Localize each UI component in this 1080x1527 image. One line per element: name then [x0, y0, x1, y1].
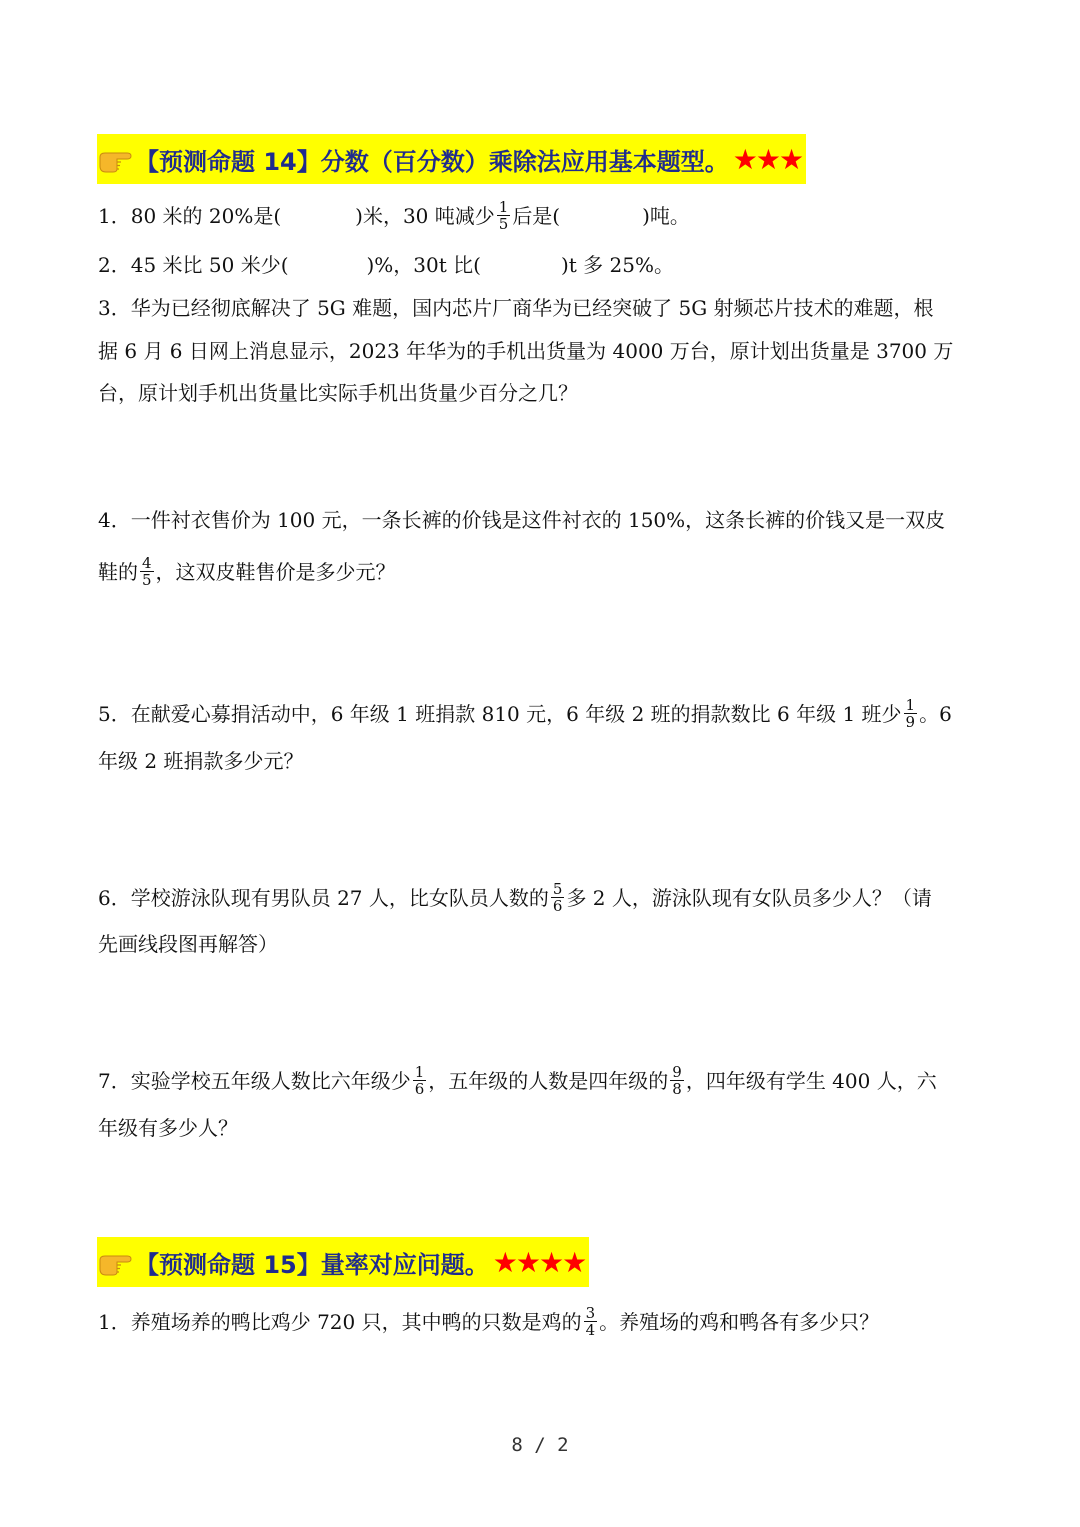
fraction: $\frac{1}{9}$	[905, 696, 916, 731]
difficulty-stars: ★★★	[732, 142, 803, 176]
fraction: $\frac{3}{4}$	[585, 1304, 596, 1339]
question-3-line-1: 3．华为已经彻底解决了 5G 难题，国内芯片厂商华为已经突破了 5G 射频芯片技术的难题，根	[98, 296, 934, 320]
section-heading-15-text: 【预测命题 15】量率对应问题。	[135, 1250, 489, 1279]
section-heading-15	[97, 1237, 589, 1287]
pointing-hand-icon	[97, 141, 133, 177]
pointing-hand-icon	[97, 1244, 133, 1280]
section-heading-14-text: 【预测命题 14】分数（百分数）乘除法应用基本题型。	[135, 147, 729, 176]
section-15-question-1: 1．养殖场养的鸭比鸡少 720 只，其中鸭的只数是鸡的 $\frac{3}{4}$ 。养殖场的鸡和鸭各有多少只？	[98, 1304, 880, 1339]
question-1: 1．80 米的 20%是( )米，30 吨减少 $\frac{1}{5}$ 后是( )吨。	[98, 198, 690, 233]
fraction: $\frac{9}{8}$	[672, 1063, 682, 1098]
question-2: 2．45 米比 50 米少( )%，30t 比( )t 多 25%。	[98, 253, 674, 277]
question-5-line-1: 5．在献爱心募捐活动中，6 年级 1 班捐款 810 元，6 年级 2 班的捐款数比 6 年级 1 班少 $\frac{1}{9}$ 。6	[98, 696, 952, 731]
question-4-line-1: 4．一件衬衣售价为 100 元，一条长裤的价钱是这件衬衣的 150%，这条长裤的价钱又是一双皮	[98, 508, 946, 532]
fraction: $\frac{1}{5}$	[498, 198, 509, 233]
section-heading-14	[97, 134, 806, 184]
fraction: $\frac{4}{5}$	[142, 554, 152, 589]
question-6-line-2: 先画线段图再解答）	[98, 932, 278, 956]
question-3-line-2: 据 6 月 6 日网上消息显示，2023 年华为的手机出货量为 4000 万台，原计划出货量是 3700 万	[98, 339, 954, 363]
question-6-line-1: 6．学校游泳队现有男队员 27 人，比女队员人数的 $\frac{5}{6}$ 多 2 人，游泳队现有女队员多少人？（请	[98, 880, 932, 915]
question-7-line-1: 7．实验学校五年级人数比六年级少 $\frac{1}{6}$ ，五年级的人数是四年级的 $\frac{9}{8}$ ，四年级有学生 400 人，六	[98, 1063, 937, 1098]
difficulty-stars: ★★★★	[492, 1245, 586, 1279]
question-4-line-2: 鞋的 $\frac{4}{5}$ ，这双皮鞋售价是多少元？	[98, 554, 396, 589]
fraction: $\frac{5}{6}$	[552, 880, 563, 915]
page-number: 8 / 2	[511, 1434, 569, 1456]
question-7-line-2: 年级有多少人？	[98, 1116, 238, 1140]
fraction: $\frac{1}{6}$	[414, 1063, 425, 1098]
question-3-line-3: 台，原计划手机出货量比实际手机出货量少百分之几？	[98, 381, 578, 405]
question-5-line-2: 年级 2 班捐款多少元？	[98, 749, 304, 773]
